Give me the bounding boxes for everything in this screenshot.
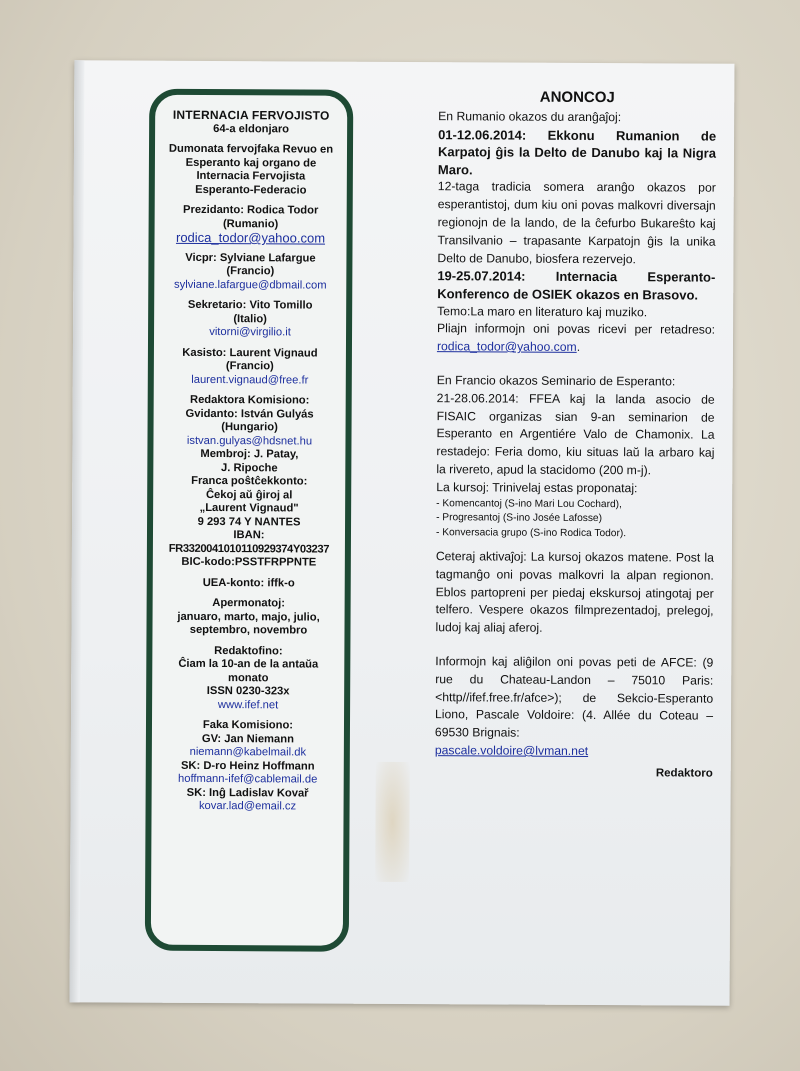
kursoj-item: - Komencantoj (S-ino Mari Lou Cochard), <box>436 497 622 510</box>
redaktofino-line: monato <box>228 671 269 684</box>
event2-info-end: . <box>576 340 581 355</box>
vicpr-email-link[interactable]: sylviane.lafargue@dbmail.com <box>174 278 327 292</box>
membroj-line: J. Ripoche <box>221 461 278 474</box>
masthead-desc-line: Esperanto kaj organo de <box>185 156 317 170</box>
apermonatoj-line: Apermonatoj: <box>212 597 286 610</box>
vicpr-label: Vicpr: Sylviane Lafargue <box>185 251 316 265</box>
redaktofino-line: Redaktofino: <box>214 644 283 657</box>
sekretario-country: (Italio) <box>233 312 267 325</box>
website-link[interactable]: www.ifef.net <box>217 698 279 711</box>
event1-title: 01-12.06.2014: Ekkonu Rumanion de Karpatoj ĝis la Delto de Danubo kaj la Nigra Maro. <box>437 126 717 178</box>
announcements-heading: ANONCOJ <box>539 88 615 107</box>
event2-info-text: Pliajn informojn oni povas ricevi per retadreso: <box>437 321 716 337</box>
event2-temo: Temo:La maro en literaturo kaj muziko. <box>437 303 648 319</box>
faka-heading: Faka Komisiono: <box>202 718 294 732</box>
membroj-line: Membroj: J. Patay, <box>200 447 299 461</box>
masthead-desc-line: Esperanto-Federacio <box>195 183 307 196</box>
masthead-box <box>145 89 354 952</box>
president-country: (Rumanio) <box>222 217 279 230</box>
kasisto-email-link[interactable]: laurent.vignaud@free.fr <box>191 373 309 387</box>
bic-value: BIC-kodo:PSSTFRPPNTE <box>181 555 317 569</box>
franca-line: Franca poŝtĉekkonto: <box>191 474 308 488</box>
kursoj-intro: La kursoj: Trinivelaj estas proponataj: <box>436 479 638 495</box>
gv-name: GV: Jan Niemann <box>201 732 294 745</box>
gv-email-link[interactable]: niemann@kabelmail.dk <box>189 745 307 759</box>
informoj-email-link[interactable]: pascale.voldoire@lvman.net <box>434 743 589 758</box>
kursoj-item: - Progresantoj (S-ino Josée Lafosse) <box>436 512 603 525</box>
president-email-link[interactable]: rodica_todor@yahoo.com <box>175 229 326 246</box>
francio-intro: En Francio okazos Seminario de Esperanto: <box>436 373 676 389</box>
franca-line: „Laurent Vignaud" <box>199 501 299 515</box>
kursoj-item: - Konversacia grupo (S-ino Rodica Todor). <box>435 526 627 539</box>
apermonatoj-line: septembro, novembro <box>189 623 308 637</box>
event2-email-link[interactable]: rodica_todor@yahoo.com <box>436 339 577 355</box>
event2-title: 19-25.07.2014: Internacia Esperanto-Konferenco de OSIEK okazos en Brasovo. <box>437 268 716 303</box>
apermonatoj-line: januaro, marto, majo, julio, <box>177 610 320 624</box>
masthead-desc-line: Dumonata fervojfaka Revuo en <box>168 142 334 156</box>
francio-text: 21-28.06.2014: FFEA kaj la landa asocio de FISAIC organizas sian 9-an seminarion de Esperanto en Argentiére Valo de Chamonix. La restadejo: Feria domo, kiu situas laŭ la arbaro kaj la rivereto, apud la stacidomo (200 m-j). <box>436 390 715 478</box>
sk2-name: SK: Inĝ Ladislav Kovař <box>186 786 309 800</box>
sk1-email-link[interactable]: hoffmann-ifef@cablemail.de <box>178 772 318 786</box>
vicpr-country: (Francio) <box>226 265 275 278</box>
redaktora-country: (Hungario) <box>221 421 278 434</box>
franca-line: Ĉekoj aŭ ĝiroj al <box>205 488 293 501</box>
sekretario-label: Sekretario: Vito Tomillo <box>187 298 313 312</box>
sekretario-email-link[interactable]: vitorni@virgilio.it <box>209 325 291 339</box>
redaktora-email-link[interactable]: istvan.gulyas@hdsnet.hu <box>186 434 313 448</box>
redaktora-heading: Redaktora Komisiono: <box>189 393 310 407</box>
masthead-desc-line: Internacia Fervojista <box>196 169 306 183</box>
masthead-year: 64-a eldonjaro <box>213 122 290 135</box>
paper-stain <box>375 762 410 882</box>
kasisto-country: (Francio) <box>225 360 274 373</box>
announcements-column <box>435 88 717 783</box>
event1-text: 12-taga tradicia somera aranĝo okazos por esperantistoj, dum kiu oni povas malkovri diversajn regionojn de la lando, de la ĉefurbo Bukareŝto kaj Transilvanio – trapasante Karpatojn ĝis la unika Delto de Danubo, biosfera rezervejo. <box>437 179 716 266</box>
sk1-name: SK: D-ro Heinz Hoffmann <box>180 759 315 773</box>
sk2-email-link[interactable]: kovar.lad@email.cz <box>198 799 297 813</box>
franca-line: 9 293 74 Y NANTES <box>197 515 301 528</box>
redaktofino-line: Ĉiam la 10-an de la antaŭa <box>178 657 319 671</box>
masthead-title: INTERNACIA FERVOJISTO <box>172 107 330 123</box>
signature: Redaktoro <box>655 767 713 780</box>
kasisto-label: Kasisto: Laurent Vignaud <box>182 346 318 360</box>
ceteraj-text: Ceteraj aktivaĵoj: La kursoj okazos matene. Post la tagmanĝo oni povas malkovri la alpan regionon. Eblos partopreni per piedaj ekskursoj atingotaj per telfero. Vespere okazos filmprezentadoj, prelegoj, ludoj kaj aliaj aferoj. <box>435 549 714 635</box>
uea-konto: UEA-konto: iffk-o <box>202 576 295 589</box>
newsletter-page <box>70 60 735 1005</box>
informoj-text: Informojn kaj aliĝilon oni povas peti de AFCE: (9 rue du Chateau-Landon – 75010 Paris: <http//ifef.free.fr/afce>); de Sekcio-Esperanto Liono, Pascale Voldoire: (4. Allée du Coteau – 69530 Brignais: <box>434 654 714 740</box>
franca-line: IBAN: <box>233 529 265 542</box>
rumanio-intro: En Rumanio okazos du aranĝaĵoj: <box>438 108 622 124</box>
iban-value: FR3320041010110929374Y03237 <box>168 542 330 556</box>
event2-info <box>437 321 715 358</box>
issn: ISSN 0230-323x <box>206 684 290 698</box>
redaktora-gvidanto: Gvidanto: István Gulyás <box>185 407 314 421</box>
president-label: Prezidanto: Rodica Todor <box>183 203 319 217</box>
